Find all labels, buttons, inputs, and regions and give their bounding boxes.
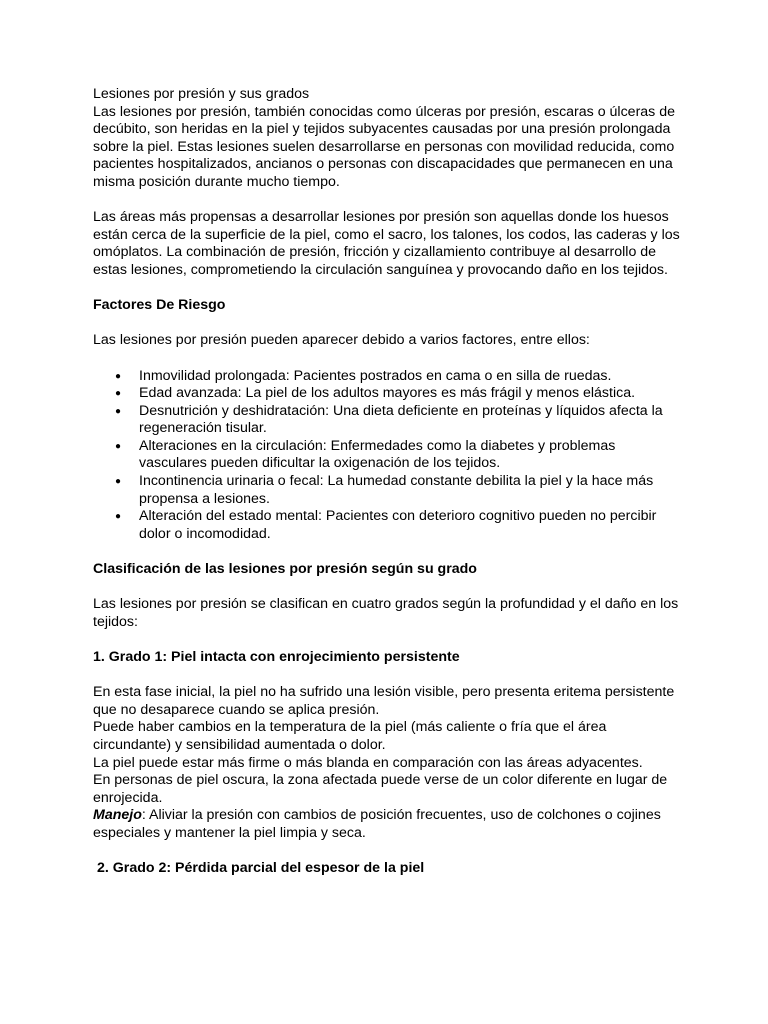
grade-1-paragraph: En esta fase inicial, la piel no ha sufrido una lesión visible, pero presenta eritema persistente que no desaparece cuando se aplica presión. <box>93 684 675 718</box>
list-item <box>93 385 683 403</box>
grade-1-paragraph: La piel puede estar más firme o más blanda en comparación con las áreas adyacentes. <box>93 754 643 771</box>
spacer <box>93 843 683 861</box>
grade-1-paragraph: Puede haber cambios en la temperatura de la piel (más caliente o fría que el área circundante) y sensibilidad aumentada o dolor. <box>93 719 607 753</box>
document-page <box>93 86 683 878</box>
list-item <box>93 368 683 386</box>
spacer <box>93 579 683 597</box>
list-item-text: Incontinencia urinaria o fecal: La humedad constante debilita la piel y la hace más propensa a lesiones. <box>139 473 654 507</box>
intro-paragraph-1: Las lesiones por presión, también conocidas como úlceras por presión, escaras o úlceras de decúbito, son heridas en la piel y tejidos subyacentes causadas por una presión prolongada sobre la piel. Estas lesiones suelen desarrollarse en personas con movilidad reducida, como pacientes hospitalizados, ancianos o personas con discapacidades que permanecen en una misma posición durante mucho tiempo. <box>93 103 675 190</box>
bullet-icon: ● <box>115 388 122 400</box>
grade-2-heading: 2. Grado 2: Pérdida parcial del espesor de la piel <box>97 860 425 877</box>
list-item-text: Alteraciones en la circulación: Enfermedades como la diabetes y problemas vasculares pueden dificultar la oxigenación de los tejidos. <box>139 437 616 472</box>
classification-intro: Las lesiones por presión se clasifican en cuatro grados según la profundidad y el daño en los tejidos: <box>93 596 679 630</box>
risk-factors-heading: Factores De Riesgo <box>93 297 226 314</box>
spacer <box>93 280 683 298</box>
spacer <box>93 192 683 210</box>
bullet-icon: ● <box>115 511 122 523</box>
grade-1-management <box>93 807 683 842</box>
management-text: : Aliviar la presión con cambios de posición frecuentes, uso de colchones o cojines especiales y mantener la piel limpia y seca. <box>93 807 661 841</box>
intro-paragraph-2: Las áreas más propensas a desarrollar lesiones por presión son aquellas donde los huesos están cerca de la superficie de la piel, como el sacro, los talones, los codos, las caderas y los omóplatos. La combinación de presión, fricción y cizallamiento contribuye al desarrollo de estas lesiones, comprometiendo la circulación sanguínea y provocando daño en los tejidos. <box>93 209 680 278</box>
list-item-text: Desnutrición y deshidratación: Una dieta deficiente en proteínas y líquidos afecta la regeneración tisular. <box>139 402 663 437</box>
bullet-icon: ● <box>115 370 122 382</box>
bullet-icon: ● <box>115 476 122 488</box>
spacer <box>93 315 683 333</box>
grade-1-heading: 1. Grado 1: Piel intacta con enrojecimiento persistente <box>93 649 460 665</box>
bullet-icon: ● <box>115 440 122 452</box>
spacer <box>93 350 683 368</box>
list-item <box>93 473 683 508</box>
list-item-text: Alteración del estado mental: Pacientes con deterioro cognitivo pueden no percibir dolor o incomodidad. <box>139 508 657 542</box>
bullet-icon: ● <box>115 405 122 417</box>
risk-factors-intro: Las lesiones por presión pueden aparecer debido a varios factores, entre ellos: <box>93 332 590 349</box>
list-item <box>93 438 683 473</box>
spacer <box>93 631 683 649</box>
classification-heading: Clasificación de las lesiones por presión según su grado <box>93 561 477 578</box>
list-item-text: Inmovilidad prolongada: Pacientes postrados en cama o en silla de ruedas. <box>139 367 612 384</box>
risk-factors-list <box>93 368 683 544</box>
spacer <box>93 667 683 685</box>
spacer <box>93 543 683 561</box>
document-title: Lesiones por presión y sus grados <box>93 86 310 102</box>
grade-1-paragraph: En personas de piel oscura, la zona afectada puede verse de un color diferente en lugar de enrojecida. <box>93 772 668 806</box>
list-item-text: Edad avanzada: La piel de los adultos mayores es más frágil y menos elástica. <box>139 385 636 402</box>
list-item <box>93 508 683 543</box>
management-label: Manejo <box>93 807 142 824</box>
list-item <box>93 403 683 438</box>
